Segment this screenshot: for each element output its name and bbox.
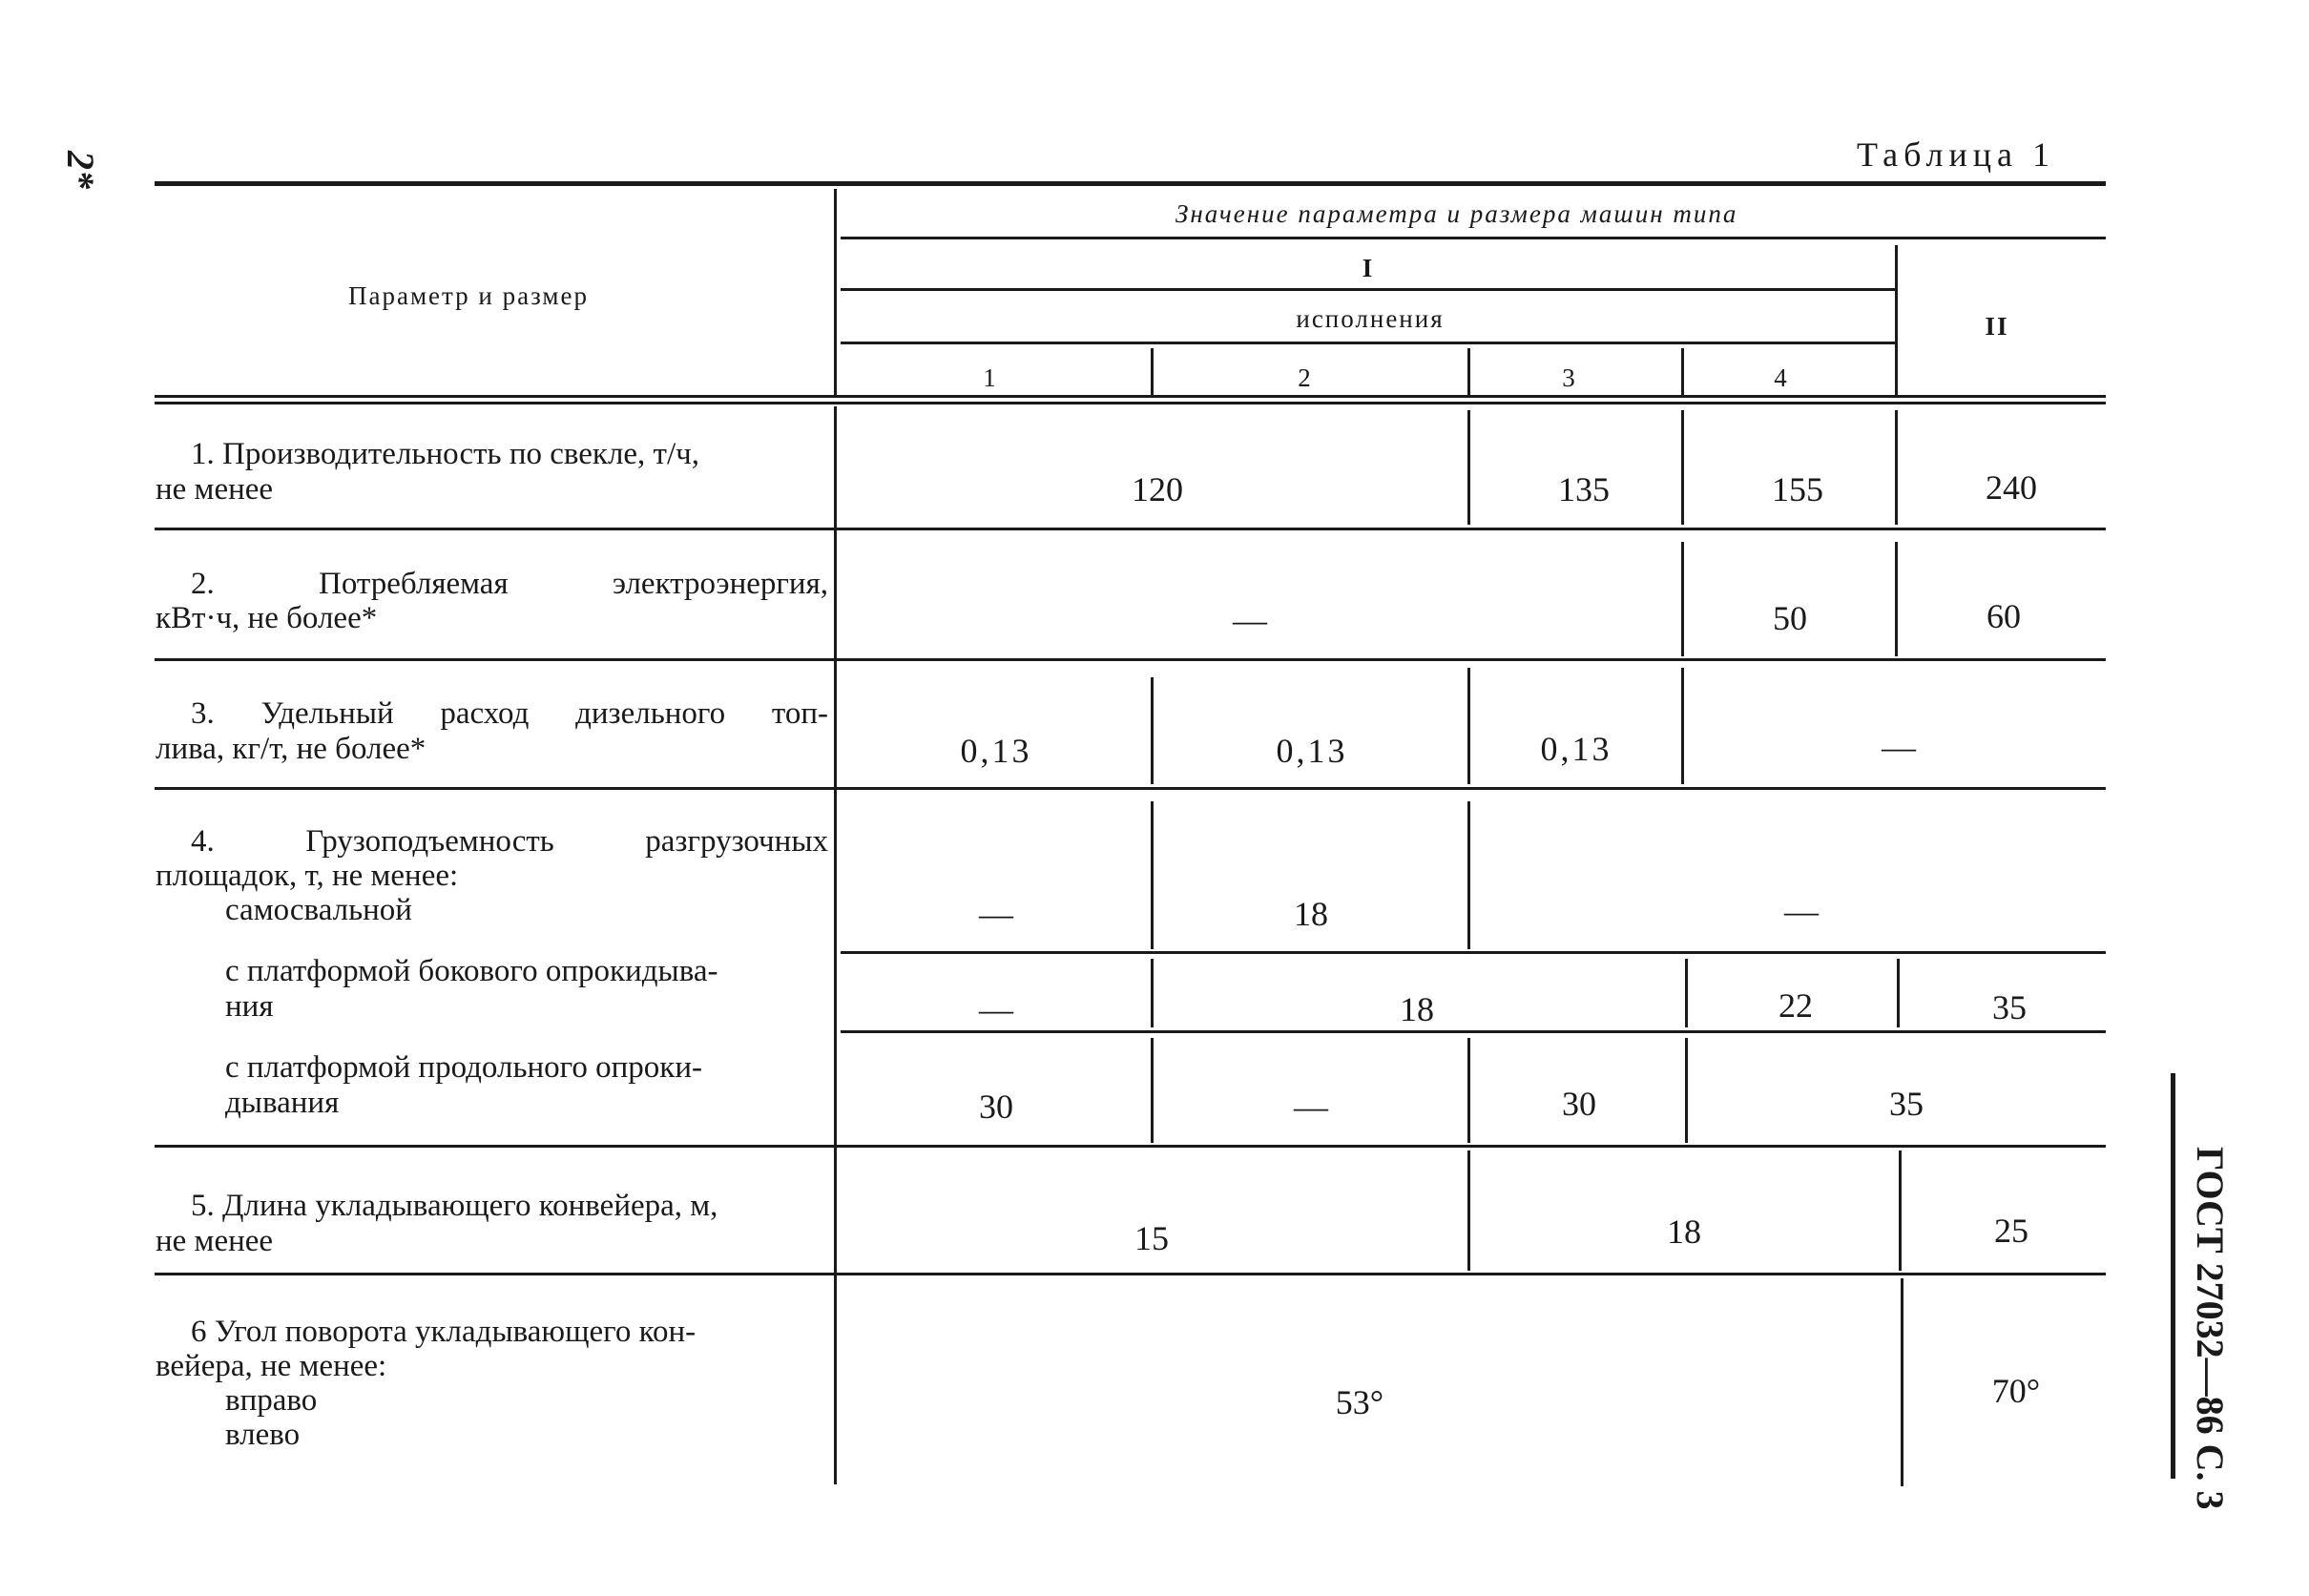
row-value: 30 (1562, 1085, 1596, 1123)
row-value: 53° (1335, 1383, 1384, 1421)
r4a-divider-b (1467, 801, 1470, 949)
r6-divider-a (1901, 1278, 1903, 1486)
row-rule-5 (155, 1273, 2106, 1275)
row-value: — (1233, 601, 1267, 639)
row-value: 15 (1134, 1219, 1169, 1257)
header-rule-group (841, 237, 2106, 239)
row-value: 30 (979, 1088, 1013, 1126)
top-rule (155, 181, 2106, 186)
row-param-line: 2. Потребляемая электроэнергия, (191, 567, 828, 601)
row-value: 0,13 (1540, 730, 1612, 768)
col-divider-type2 (1895, 245, 1898, 395)
row-param-line: влево (225, 1418, 301, 1452)
row-param-line: с платформой бокового опрокидыва- (225, 954, 718, 988)
r1-divider-a (1467, 410, 1470, 525)
header-type-2: II (1985, 312, 2009, 341)
row-param-line: самосвальной (225, 893, 412, 927)
r2-divider-a (1681, 542, 1684, 656)
row-value: 0,13 (1276, 732, 1348, 770)
col-divider-param-body (834, 406, 837, 1484)
r1-divider-b (1681, 410, 1684, 525)
row-param-line: площадок, т, не менее: (156, 859, 459, 893)
row-rule-4a (841, 951, 2106, 954)
row-value: 60 (1987, 597, 2021, 635)
side-code-rule (2171, 1073, 2175, 1479)
row-param-line: вправо (225, 1383, 318, 1418)
row-value: 50 (1773, 599, 1807, 637)
row-param-line: ния (225, 989, 274, 1024)
r4c-divider-a (1151, 1038, 1154, 1143)
header-variant-1: 1 (983, 363, 998, 392)
row-param-line: вейера, не менее: (156, 1349, 387, 1383)
row-param-line: 6 Угол поворота укладывающего кон- (191, 1315, 697, 1349)
row-value: 25 (1994, 1212, 2028, 1250)
header-bottom-rule-2 (155, 402, 2106, 404)
row-param-line: дывания (225, 1086, 340, 1120)
row-rule-2 (155, 658, 2106, 661)
row-value: 135 (1558, 470, 1610, 508)
row-param-line: не менее (156, 1224, 274, 1258)
table-label: Таблица 1 (1857, 135, 2055, 174)
header-variant-4: 4 (1774, 363, 1789, 392)
row-value: — (979, 990, 1013, 1028)
header-variant-2: 2 (1298, 363, 1313, 392)
r5-divider-a (1467, 1150, 1470, 1271)
r3-divider-a (1151, 677, 1154, 784)
header-parameter: Параметр и размер (348, 281, 589, 310)
r4c-divider-b (1467, 1038, 1470, 1143)
r4c-divider-c (1685, 1038, 1688, 1143)
row-rule-1 (155, 528, 2106, 530)
r4b-divider-a (1151, 959, 1154, 1027)
row-value: 240 (1986, 468, 2037, 507)
row-value: 155 (1772, 470, 1823, 508)
hdr-divider-v34 (1681, 348, 1684, 395)
row-value: — (1294, 1088, 1328, 1126)
row-param-line: кВт·ч, не более* (156, 601, 378, 635)
r4b-divider-b (1685, 959, 1688, 1027)
r1-divider-c (1895, 410, 1898, 525)
row-value: — (979, 895, 1013, 933)
r3-divider-c (1681, 668, 1684, 784)
header-variants: исполнения (1296, 304, 1445, 333)
page-mark: 2* (59, 151, 102, 189)
row-value: 18 (1400, 990, 1434, 1028)
hdr-divider-v12 (1151, 348, 1154, 395)
header-rule-type1 (841, 288, 1895, 291)
col-divider-param (834, 189, 837, 395)
r4b-divider-c (1897, 959, 1900, 1027)
r2-divider-b (1895, 542, 1898, 656)
row-value: 0,13 (960, 732, 1032, 770)
r3-divider-b (1467, 668, 1470, 784)
header-variant-3: 3 (1562, 363, 1577, 392)
row-rule-3 (155, 787, 2106, 790)
row-param-line: лива, кг/т, не более* (156, 732, 426, 766)
row-value: 18 (1294, 895, 1328, 933)
hdr-divider-v23 (1467, 348, 1470, 395)
row-value: 120 (1132, 470, 1183, 508)
standard-code: ГОСТ 27032—86 С. 3 (2189, 1147, 2232, 1510)
r4a-divider-a (1151, 801, 1154, 949)
row-value: — (1784, 892, 1819, 930)
row-value: 35 (1889, 1085, 1924, 1123)
header-value-group: Значение параметра и размера машин типа (1175, 199, 1738, 228)
row-param-line: 1. Производительность по свекле, т/ч, (191, 437, 699, 471)
row-rule-4 (155, 1145, 2106, 1148)
row-value: 70° (1991, 1372, 2041, 1410)
header-bottom-rule (155, 395, 2106, 398)
r5-divider-b (1899, 1150, 1902, 1271)
header-rule-variants (841, 342, 1895, 344)
row-param-line: 3. Удельный расход дизельного топ- (191, 696, 828, 731)
row-value: — (1882, 728, 1916, 766)
row-param-line: 5. Длина укладывающего конвейера, м, (191, 1189, 718, 1223)
row-value: 18 (1667, 1213, 1701, 1251)
header-type-1: I (1362, 254, 1375, 282)
row-value: 35 (1992, 988, 2027, 1026)
row-param-line: не менее (156, 472, 274, 507)
row-param-line: 4. Грузоподъемность разгрузочных (191, 824, 828, 859)
row-value: 22 (1779, 986, 1813, 1025)
row-param-line: с платформой продольного опроки- (225, 1050, 702, 1085)
row-rule-4b (841, 1030, 2106, 1033)
